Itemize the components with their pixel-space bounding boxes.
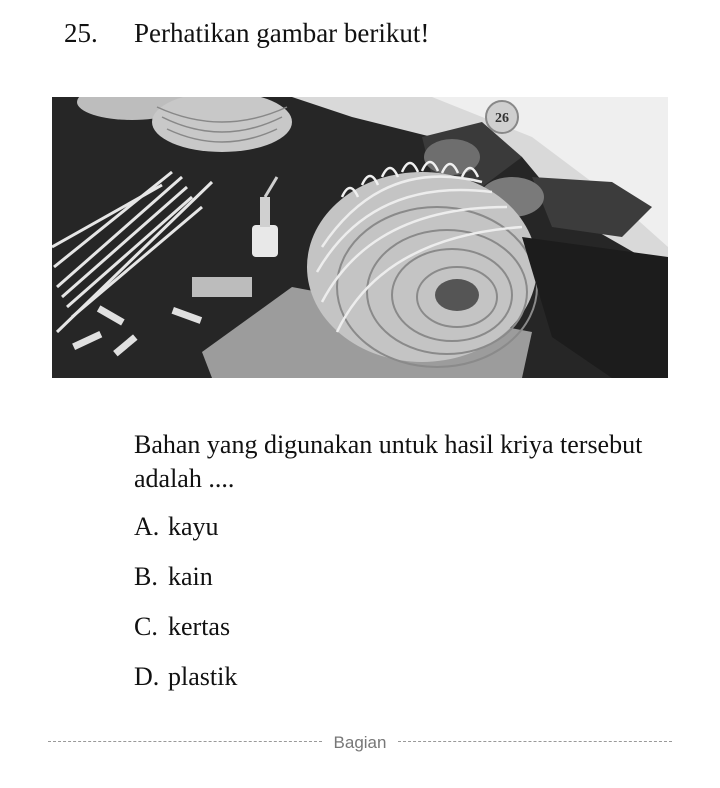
question-number: 25. bbox=[64, 18, 98, 48]
option-letter: C. bbox=[134, 612, 158, 641]
option-text: kain bbox=[168, 562, 213, 591]
option-text: kertas bbox=[168, 612, 231, 641]
section-divider bbox=[48, 732, 672, 754]
option-c[interactable] bbox=[134, 612, 230, 642]
craft-photo bbox=[52, 97, 668, 378]
option-letter: B. bbox=[134, 562, 158, 591]
option-d[interactable] bbox=[134, 662, 237, 692]
option-b[interactable] bbox=[134, 562, 213, 592]
option-text: kayu bbox=[168, 512, 219, 541]
question-stem: Bahan yang digunakan untuk hasil kriya tersebut adalah .... bbox=[134, 430, 643, 493]
question-heading: Perhatikan gambar berikut! bbox=[134, 18, 430, 48]
badge-number: 26 bbox=[495, 111, 509, 126]
option-a[interactable] bbox=[134, 512, 219, 542]
option-text: plastik bbox=[168, 662, 238, 691]
option-letter: A. bbox=[134, 512, 160, 541]
section-label: Bagian bbox=[333, 733, 387, 752]
option-letter: D. bbox=[134, 662, 160, 691]
